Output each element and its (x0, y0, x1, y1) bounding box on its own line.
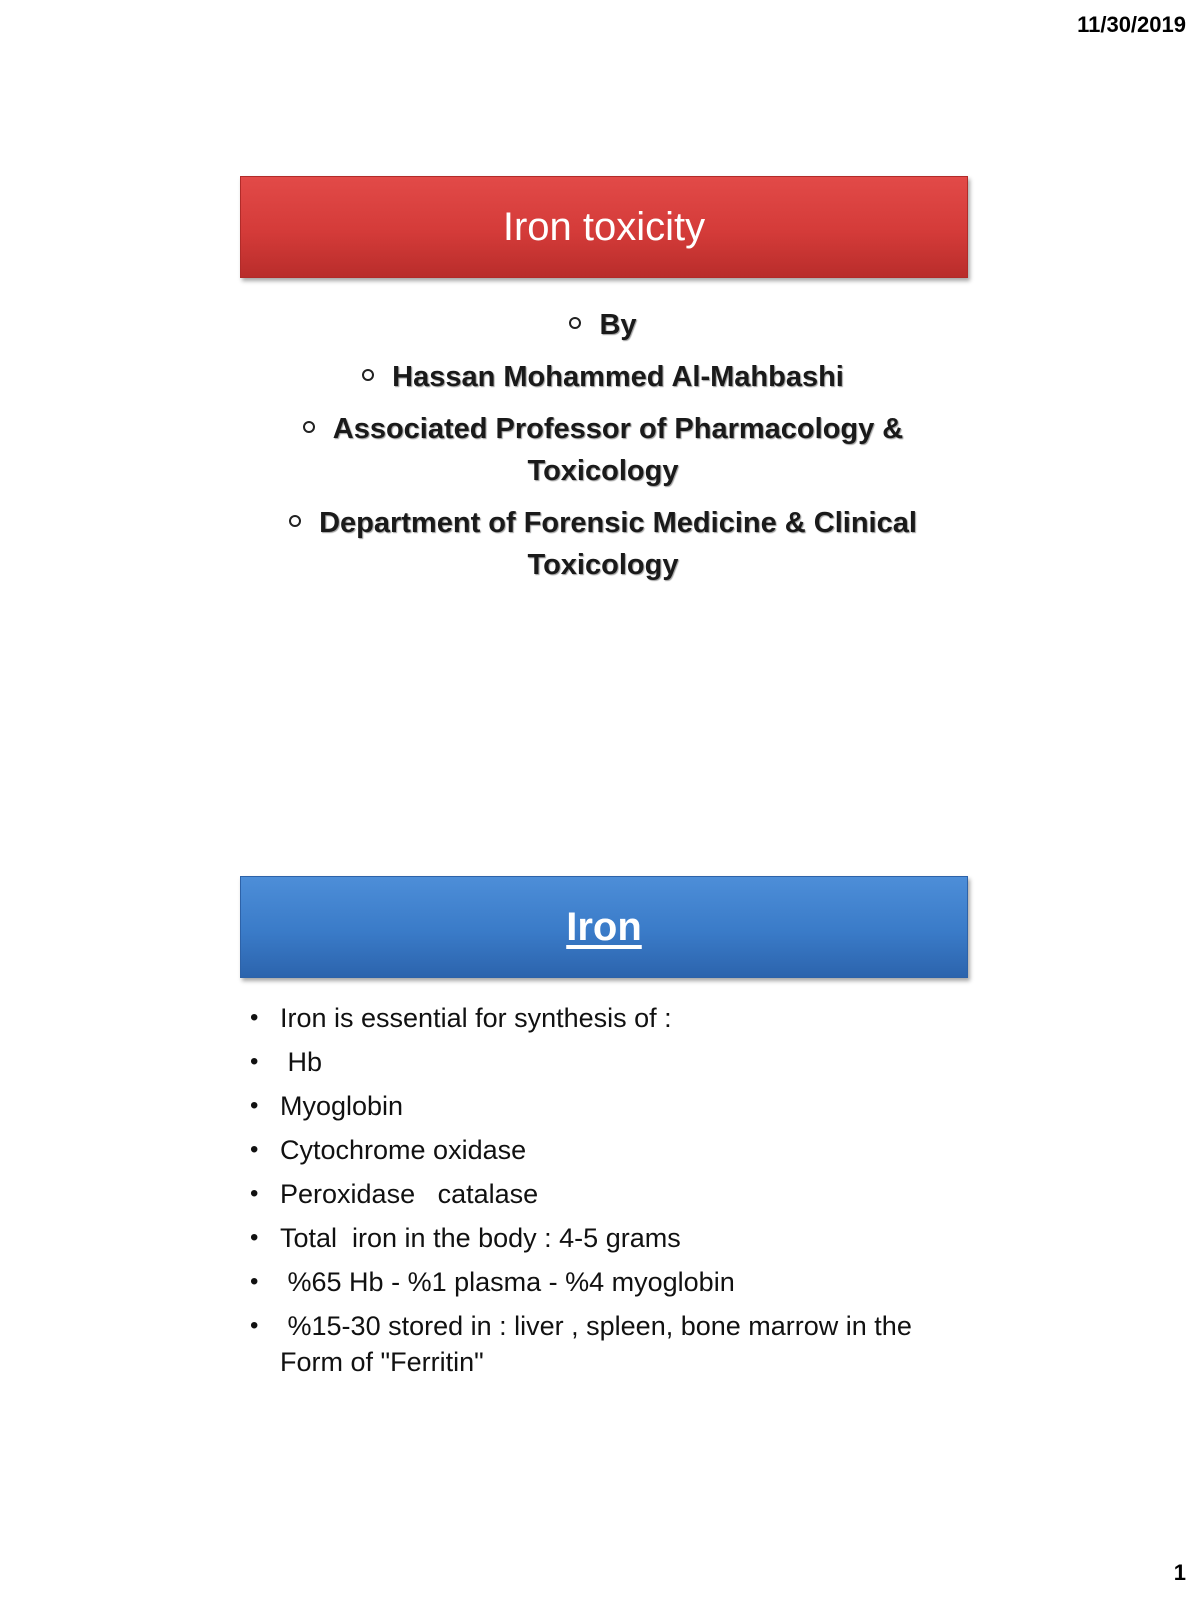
bullet-icon: • (250, 1180, 259, 1207)
list-item (248, 1308, 966, 1380)
circle-bullet-icon (289, 515, 301, 527)
list-item (248, 1220, 966, 1256)
list-item-text: %65 Hb - %1 plasma - %4 myoglobin (280, 1267, 735, 1297)
slide-2-title: Iron (566, 904, 642, 949)
author-credits-list (240, 304, 966, 586)
credit-text: By (599, 309, 637, 341)
bullet-icon: • (250, 1312, 259, 1339)
slide-1-title: Iron toxicity (502, 204, 706, 249)
credit-item (240, 502, 966, 586)
bullet-icon: • (250, 1004, 259, 1031)
circle-bullet-icon (303, 421, 315, 433)
page-number: 1 (1173, 1560, 1186, 1585)
slide-2-title-bar (240, 876, 968, 978)
circle-bullet-icon (362, 369, 374, 381)
list-item-text: Peroxidase catalase (280, 1179, 539, 1209)
bullet-icon: • (250, 1268, 259, 1295)
credit-text: Department of Forensic Medicine & Clinical Toxicology (319, 507, 917, 581)
list-item-text: Iron is essential for synthesis of : (280, 1003, 672, 1033)
list-item-text: Hb (280, 1047, 323, 1077)
list-item-text: %15-30 stored in : liver , spleen, bone marrow in the Form of "Ferritin" (280, 1311, 920, 1377)
credit-item (240, 408, 966, 492)
list-item (248, 1132, 966, 1168)
list-item-text: Total iron in the body : 4-5 grams (280, 1223, 681, 1253)
list-item-text: Myoglobin (280, 1091, 404, 1121)
bullet-icon: • (250, 1224, 259, 1251)
slide-1-title-bar (240, 176, 968, 278)
credit-text: Hassan Mohammed Al-Mahbashi (392, 361, 844, 393)
list-item (248, 1044, 966, 1080)
bullet-icon: • (250, 1092, 259, 1119)
iron-facts-list (240, 1000, 966, 1380)
print-date: 11/30/2019 (1077, 12, 1186, 37)
slide-2 (240, 876, 966, 1436)
credit-item (240, 304, 966, 346)
circle-bullet-icon (569, 317, 581, 329)
bullet-icon: • (250, 1048, 259, 1075)
list-item (248, 1088, 966, 1124)
list-item (248, 1176, 966, 1212)
list-item (248, 1264, 966, 1300)
credit-text: Associated Professor of Pharmacology & Toxicology (332, 413, 904, 487)
list-item-text: Cytochrome oxidase (280, 1135, 527, 1165)
credit-item (240, 356, 966, 398)
slide-1 (240, 176, 966, 736)
bullet-icon: • (250, 1136, 259, 1163)
list-item (248, 1000, 966, 1036)
